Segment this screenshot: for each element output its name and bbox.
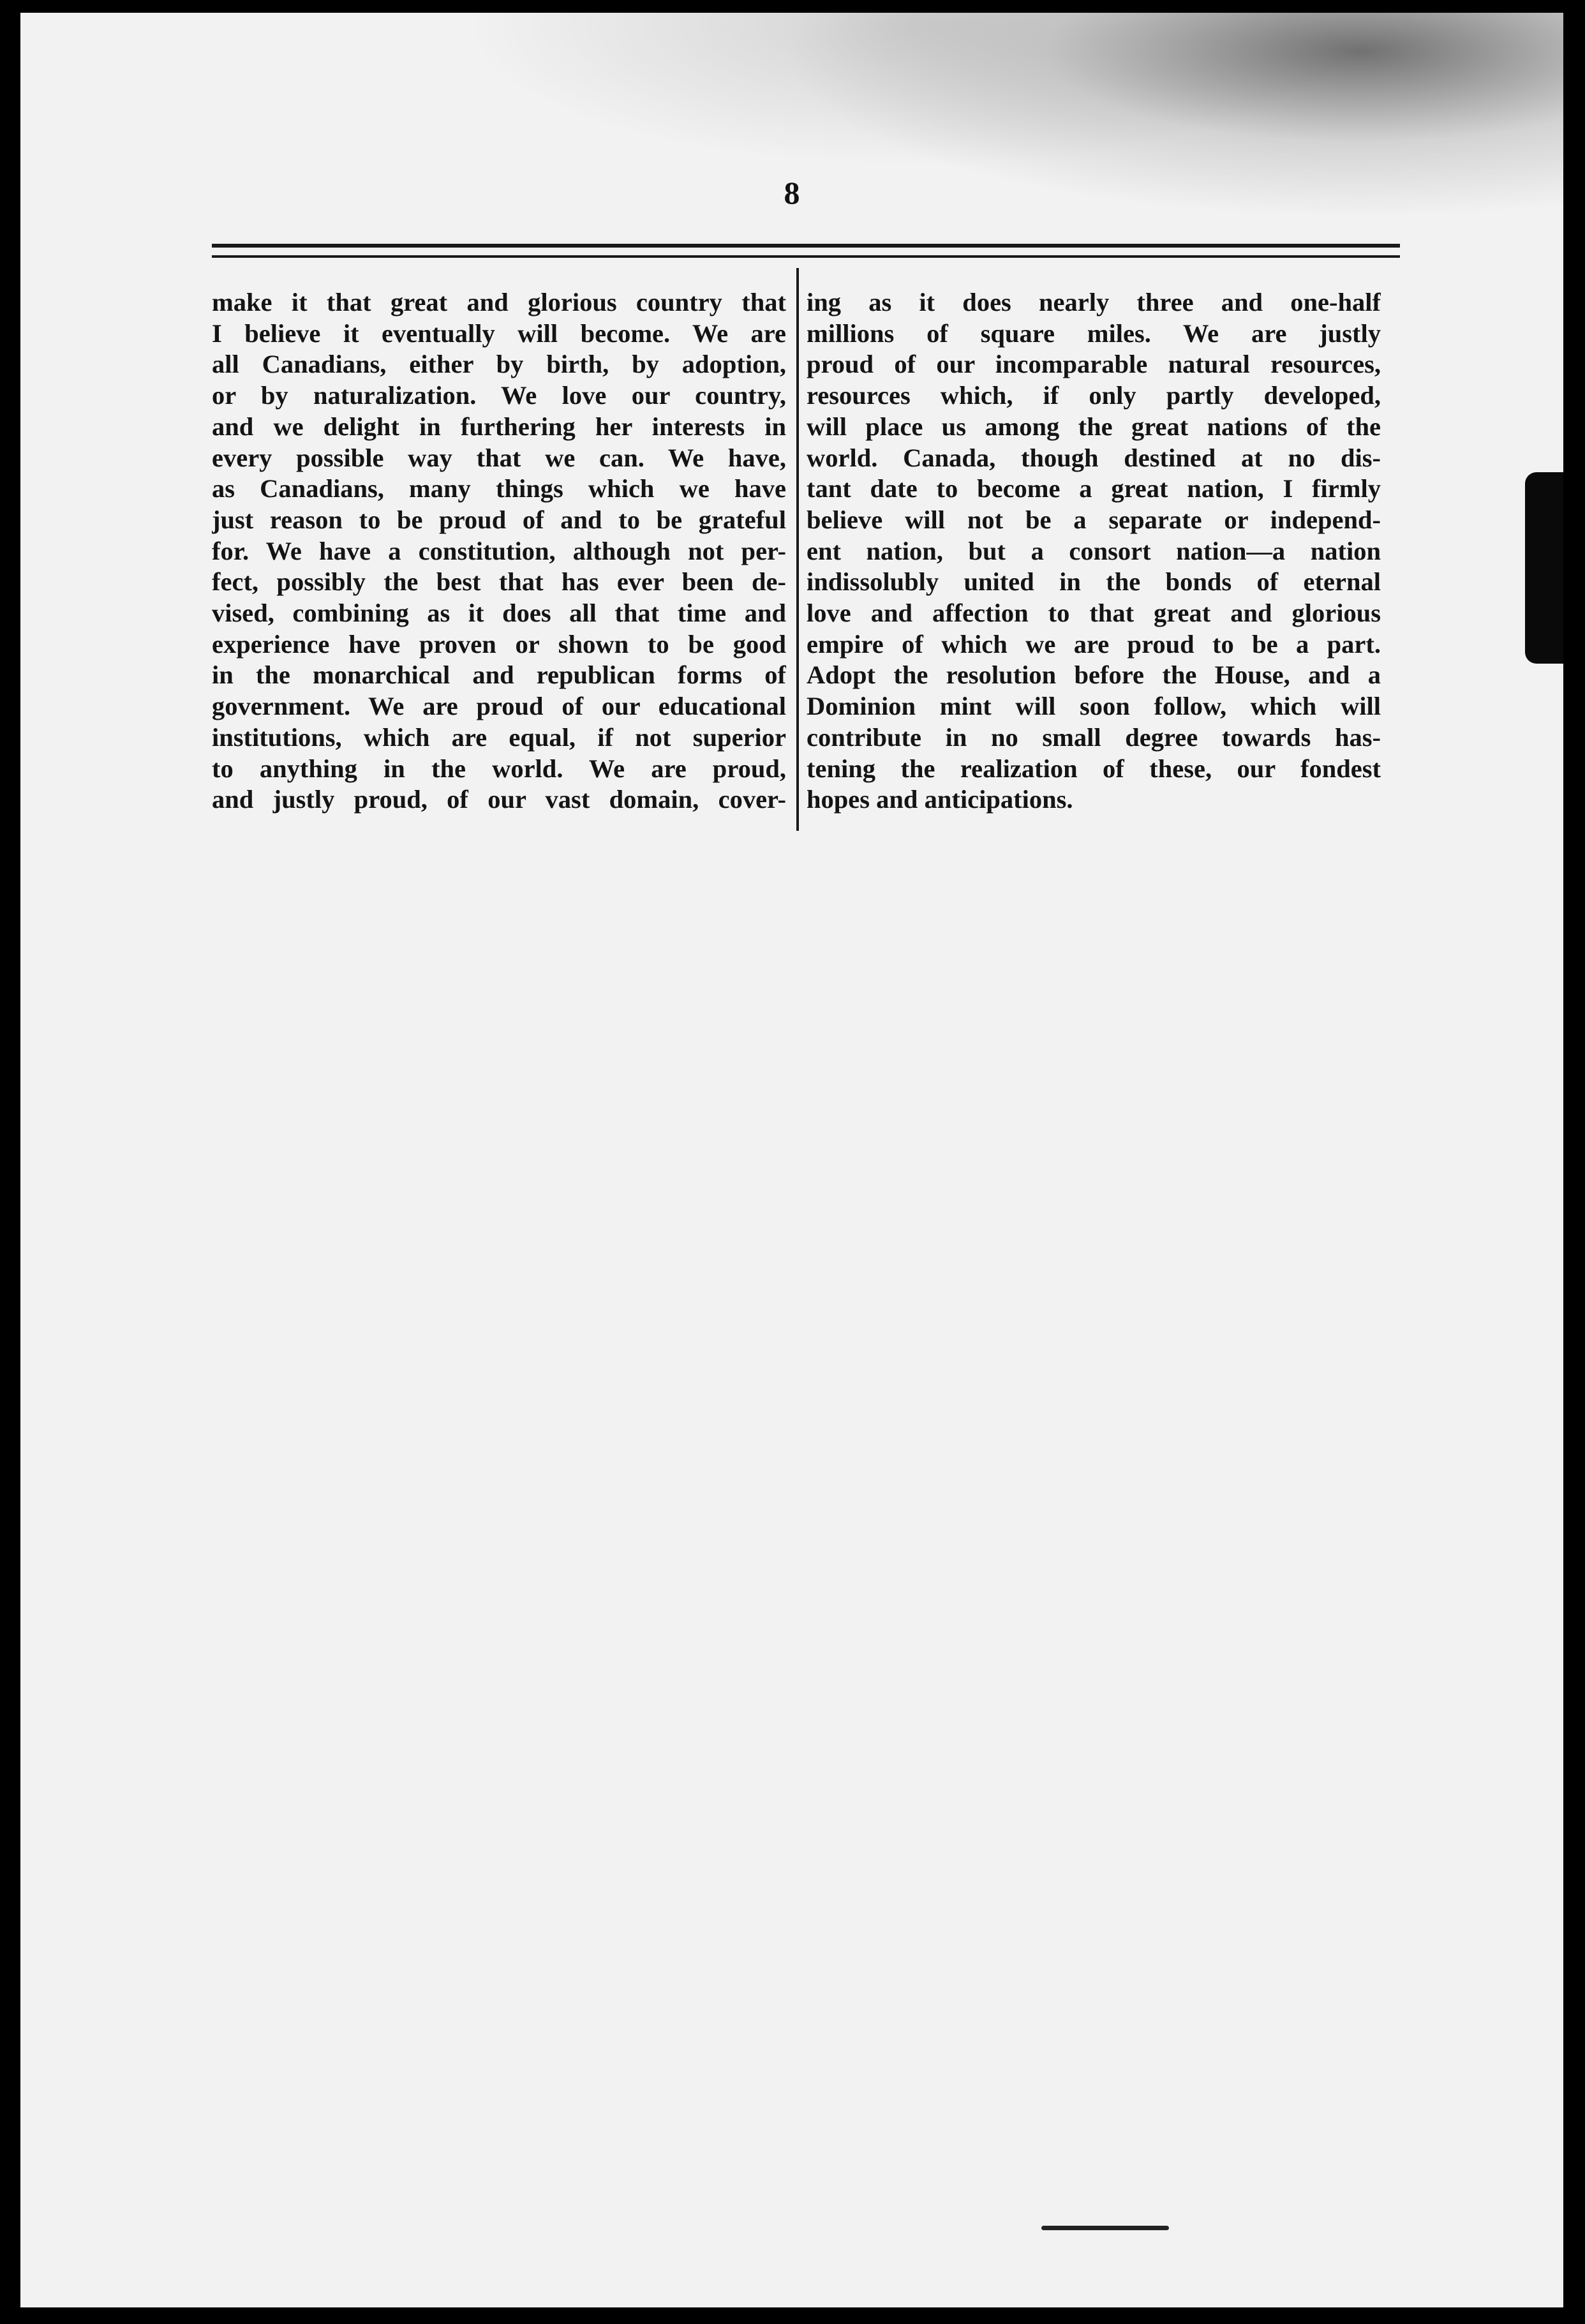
left-column <box>212 287 786 816</box>
text-line: ent nation, but a consort nation—a nation <box>807 536 1381 565</box>
text-line: Dominion mint will soon follow, which will <box>807 692 1381 721</box>
text-line: fect, possibly the best that has ever been de- <box>212 567 786 597</box>
header-rule <box>212 244 1400 248</box>
text-line: I believe it eventually will become. We are <box>212 318 786 348</box>
text-line: millions of square miles. We are justly <box>807 318 1381 348</box>
text-line: contribute in no small degree towards has- <box>807 722 1381 752</box>
text-line: resources which, if only partly developed, <box>807 381 1381 410</box>
right-column <box>807 287 1381 816</box>
text-line: just reason to be proud of and to be grateful <box>212 505 786 534</box>
text-line: every possible way that we can. We have, <box>212 443 786 472</box>
text-line: love and affection to that great and glorious <box>807 599 1381 628</box>
text-line: tant date to become a great nation, I firmly <box>807 474 1381 503</box>
text-line: to anything in the world. We are proud, <box>212 754 786 783</box>
text-line: empire of which we are proud to be a part. <box>807 629 1381 659</box>
text-line: experience have proven or shown to be good <box>212 629 786 659</box>
text-line: as Canadians, many things which we have <box>212 474 786 503</box>
text-line: government. We are proud of our educational <box>212 692 786 721</box>
text-line: all Canadians, either by birth, by adoption, <box>212 350 786 379</box>
text-line: and we delight in furthering her interests in <box>212 412 786 441</box>
text-line: vised, combining as it does all that time and <box>212 599 786 628</box>
text-line: world. Canada, though destined at no dis- <box>807 443 1381 472</box>
document-page <box>20 13 1563 2307</box>
header-rule-thin <box>212 255 1400 258</box>
text-line: indissolubly united in the bonds of eternal <box>807 567 1381 597</box>
text-line: institutions, which are equal, if not superior <box>212 722 786 752</box>
text-line: Adopt the resolution before the House, and a <box>807 660 1381 690</box>
scan-scratch-mark <box>1041 2226 1169 2230</box>
text-line: will place us among the great nations of the <box>807 412 1381 441</box>
text-line: tening the realization of these, our fondest <box>807 754 1381 783</box>
column-divider <box>796 268 799 831</box>
page-number: 8 <box>784 175 800 211</box>
text-line: believe will not be a separate or independ- <box>807 505 1381 534</box>
scan-edge-mark <box>1525 472 1563 664</box>
text-line: in the monarchical and republican forms of <box>212 660 786 690</box>
text-line: ing as it does nearly three and one-half <box>807 288 1381 317</box>
text-line: for. We have a constitution, although not per- <box>212 536 786 565</box>
text-line: hopes and anticipations. <box>807 785 1073 814</box>
text-line: make it that great and glorious country that <box>212 288 786 317</box>
text-line: or by naturalization. We love our country, <box>212 381 786 410</box>
text-line: proud of our incomparable natural resources, <box>807 350 1381 379</box>
text-line: and justly proud, of our vast domain, cover- <box>212 785 786 814</box>
